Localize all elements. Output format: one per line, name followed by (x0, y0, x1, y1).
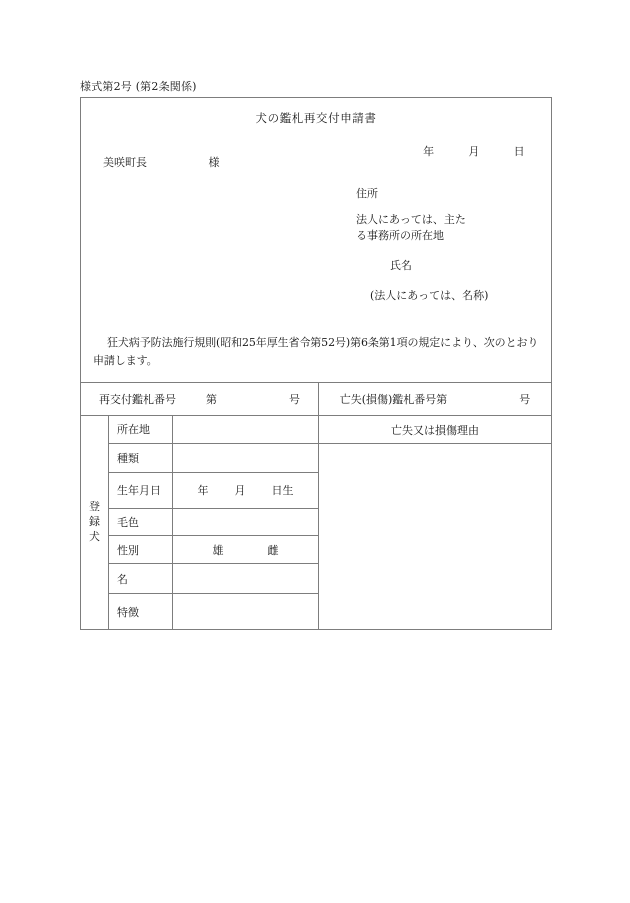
row-value-dogname[interactable] (173, 564, 318, 593)
date-month-label: 月 (468, 145, 480, 158)
reissue-tag-number-cell (81, 383, 319, 415)
lost-tag-number-cell (319, 383, 551, 415)
applicant-corporate-address-note: 法人にあっては、主たる事務所の所在地 (356, 212, 466, 242)
row-label-breed: 種類 (109, 444, 173, 472)
addressee-office: 美咲町長 (103, 156, 147, 169)
loss-reason-input-area[interactable] (319, 444, 551, 629)
applicant-corporate-name-note: (法人にあっては、名称) (370, 288, 489, 302)
lost-gou-label: 号 (519, 393, 531, 406)
birth-year-label: 年 (197, 484, 209, 498)
table-row (109, 416, 318, 444)
page-title: 犬の鑑札再交付申請書 (255, 111, 377, 125)
row-label-sex: 性別 (109, 536, 173, 563)
registered-dog-block (81, 416, 319, 629)
registered-dog-rows (109, 416, 318, 629)
reissue-tag-number-label: 再交付鑑札番号 (99, 393, 176, 406)
vertical-char-2: 録 (89, 515, 100, 529)
form-number-caption: 様式第2号 (第2条関係) (80, 80, 197, 93)
reissue-gou-label: 号 (289, 393, 300, 406)
loss-reason-column (319, 416, 551, 629)
form-header-section (81, 98, 551, 382)
date-year-label: 年 (423, 145, 435, 158)
table-row (109, 536, 318, 564)
sex-option-male[interactable]: 雄 (212, 543, 224, 557)
applicant-name-label: 氏名 (390, 258, 412, 272)
vertical-char-3: 犬 (89, 529, 100, 543)
row-value-birthdate[interactable] (173, 473, 318, 508)
addressee-honorific: 様 (208, 156, 220, 169)
legal-statement: 狂犬病予防法施行規則(昭和25年厚生省令第52号)第6条第1項の規定により、次のとおり申請します。 (93, 336, 539, 367)
date-entry-line (423, 143, 525, 159)
lost-tag-number-label: 亡失(損傷)鑑札番号第 (339, 393, 448, 406)
applicant-block (356, 186, 488, 304)
tag-number-row (81, 382, 551, 416)
row-value-location[interactable] (173, 416, 318, 443)
birth-month-label: 月 (234, 484, 246, 498)
reissue-dai-label: 第 (206, 393, 217, 406)
row-label-location: 所在地 (109, 416, 173, 443)
row-value-features[interactable] (173, 594, 318, 629)
row-label-dogname: 名 (109, 564, 173, 593)
table-row (109, 564, 318, 594)
row-label-birthdate: 生年月日 (109, 473, 173, 508)
row-label-features: 特徴 (109, 594, 173, 629)
application-form-frame (80, 97, 552, 630)
row-value-sex[interactable] (173, 536, 318, 563)
row-label-coatcolor: 毛色 (109, 509, 173, 536)
table-row (109, 594, 318, 629)
table-row (109, 509, 318, 537)
sex-option-female[interactable]: 雌 (267, 543, 279, 557)
birth-day-label: 日生 (271, 484, 294, 498)
row-value-coatcolor[interactable] (173, 509, 318, 536)
date-day-label: 日 (513, 145, 525, 158)
addressee-line (103, 154, 220, 170)
registered-dog-vertical-label (81, 416, 109, 629)
table-row (109, 473, 318, 509)
loss-reason-header: 亡失又は損傷理由 (319, 416, 551, 444)
form-detail-section (81, 416, 551, 629)
applicant-address-label: 住所 (356, 187, 378, 200)
table-row (109, 444, 318, 473)
vertical-char-1: 登 (89, 500, 100, 514)
row-value-breed[interactable] (173, 444, 318, 472)
